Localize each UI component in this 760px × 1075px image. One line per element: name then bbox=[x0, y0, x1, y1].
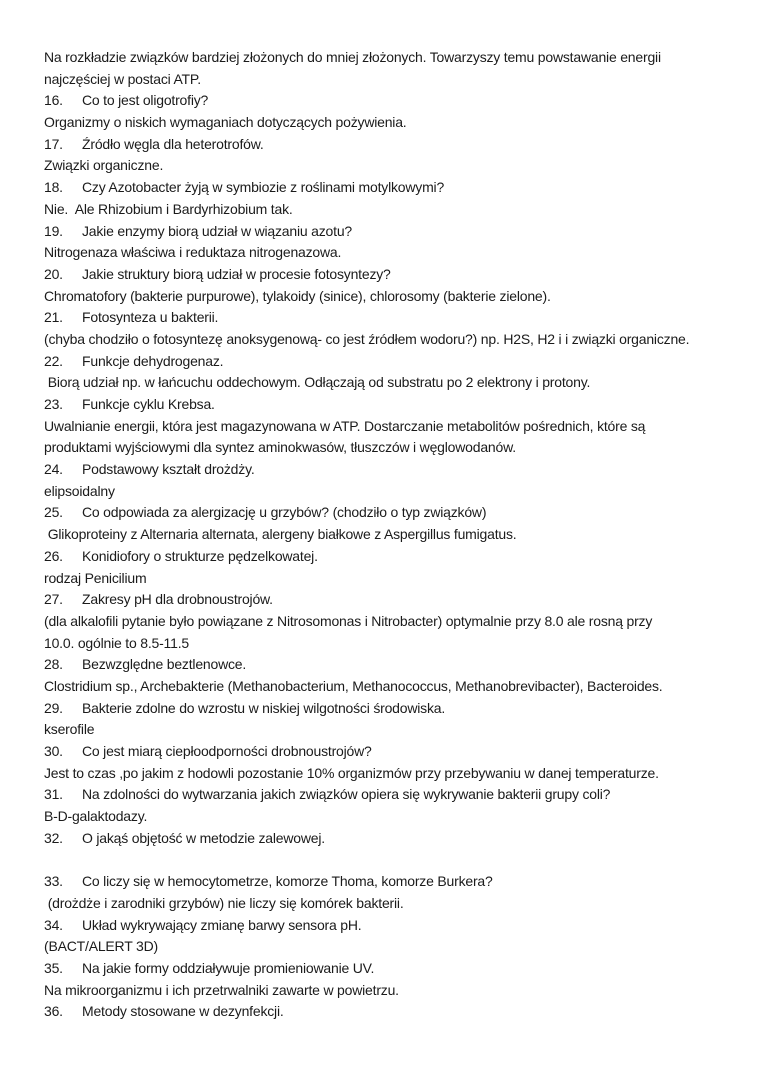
question-text: O jakąś objętość w metodzie zalewowej. bbox=[82, 829, 325, 846]
question-line bbox=[44, 394, 724, 416]
question-text: Źródło węgla dla heterotrofów. bbox=[82, 135, 264, 152]
question-number: 25. bbox=[44, 504, 63, 521]
answer-line: elipsoidalny bbox=[44, 482, 115, 499]
question-text: Metody stosowane w dezynfekcji. bbox=[82, 1003, 284, 1020]
question-text: Jakie struktury biorą udział w procesie fotosyntezy? bbox=[82, 265, 391, 282]
question-number: 26. bbox=[44, 547, 63, 564]
answer-line: Biorą udział np. w łańcuchu oddechowym. Odłączają od substratu po 2 elektrony i protony. bbox=[44, 374, 591, 391]
question-number: 34. bbox=[44, 916, 63, 933]
answer-line: Glikoproteiny z Alternaria alternata, alergeny białkowe z Aspergillus fumigatus. bbox=[44, 526, 517, 543]
question-number: 16. bbox=[44, 92, 63, 109]
document-body bbox=[44, 47, 724, 1023]
question-line bbox=[44, 502, 724, 524]
question-text: Bezwzględne beztlenowce. bbox=[82, 656, 247, 673]
answer-line: kserofile bbox=[44, 721, 95, 738]
question-line bbox=[44, 915, 724, 937]
question-line bbox=[44, 264, 724, 286]
question-number: 19. bbox=[44, 222, 63, 239]
question-text: Funkcje cyklu Krebsa. bbox=[82, 396, 215, 412]
question-text: Zakresy pH dla drobnoustrojów. bbox=[82, 591, 273, 608]
question-number: 32. bbox=[44, 829, 63, 846]
question-line bbox=[44, 90, 724, 112]
question-number: 21. bbox=[44, 309, 63, 326]
question-text: Podstawowy kształt drożdży. bbox=[82, 461, 255, 478]
question-text: Na jakie formy oddziaływuje promieniowanie UV. bbox=[82, 959, 375, 976]
blank-line bbox=[44, 849, 724, 871]
answer-line: Uwalnianie energii, która jest magazynowana w ATP. Dostarczanie metabolitów pośrednich, które są bbox=[44, 417, 646, 434]
answer-line: Chromatofory (bakterie purpurowe), tylakoidy (sinice), chlorosomy (bakterie zielone). bbox=[44, 287, 551, 304]
question-number: 24. bbox=[44, 461, 63, 478]
answer-line: (dla alkalofili pytanie było powiązane z Nitrosomonas i Nitrobacter) optymalnie przy 8.0 ale rosną przy bbox=[44, 612, 653, 629]
question-line bbox=[44, 784, 724, 806]
answer-line: B-D-galaktodazy. bbox=[44, 808, 148, 825]
answer-line: produktami wyjściowymi dla syntez aminokwasów, tłuszczów i węglowodanów. bbox=[44, 439, 516, 456]
question-number: 28. bbox=[44, 656, 63, 673]
question-line bbox=[44, 546, 724, 568]
answer-line: Na mikroorganizmu i ich przetrwalniki zawarte w powietrzu. bbox=[44, 981, 399, 998]
question-number: 35. bbox=[44, 959, 63, 976]
question-line bbox=[44, 698, 724, 720]
question-line bbox=[44, 741, 724, 763]
question-text: Na zdolności do wytwarzania jakich związków opiera się wykrywanie bakterii grupy coli? bbox=[82, 786, 611, 803]
question-text: Układ wykrywający zmianę barwy sensora pH. bbox=[82, 916, 362, 933]
question-line bbox=[44, 351, 724, 373]
question-line bbox=[44, 958, 724, 980]
question-text: Co liczy się w hemocytometrze, komorze Thoma, komorze Burkera? bbox=[82, 873, 493, 890]
answer-line: (chyba chodziło o fotosyntezę anoksygenową- co jest źródłem wodoru?) np. H2S, H2 i i związki organiczne. bbox=[44, 330, 690, 347]
answer-line: (drożdże i zarodniki grzybów) nie liczy się komórek bakterii. bbox=[44, 894, 404, 911]
answer-line: Jest to czas ,po jakim z hodowli pozostanie 10% organizmów przy przebywaniu w danej temperaturze. bbox=[44, 764, 659, 781]
answer-line: Na rozkładzie związków bardziej złożonych do mniej złożonych. Towarzyszy temu powstawanie energii bbox=[44, 49, 661, 65]
question-line bbox=[44, 221, 724, 243]
question-line bbox=[44, 459, 724, 481]
question-number: 30. bbox=[44, 743, 63, 759]
question-number: 36. bbox=[44, 1003, 63, 1020]
answer-line: rodzaj Penicilium bbox=[44, 569, 147, 586]
question-line bbox=[44, 828, 724, 850]
question-number: 17. bbox=[44, 135, 63, 152]
question-line bbox=[44, 871, 724, 893]
question-number: 22. bbox=[44, 352, 63, 369]
question-line bbox=[44, 134, 724, 156]
question-text: Fotosynteza u bakterii. bbox=[82, 309, 219, 326]
answer-line: Nie. Ale Rhizobium i Bardyrhizobium tak. bbox=[44, 200, 293, 217]
answer-line: Związki organiczne. bbox=[44, 157, 164, 174]
question-number: 33. bbox=[44, 873, 63, 890]
question-text: Co jest miarą ciepłoodporności drobnoustrojów? bbox=[82, 743, 372, 759]
question-line bbox=[44, 307, 724, 329]
question-text: Bakterie zdolne do wzrostu w niskiej wilgotności środowiska. bbox=[82, 699, 446, 716]
question-line bbox=[44, 1001, 724, 1023]
answer-line: Organizmy o niskich wymaganiach dotyczących pożywienia. bbox=[44, 114, 407, 131]
question-line bbox=[44, 177, 724, 199]
question-number: 31. bbox=[44, 786, 63, 803]
answer-line: 10.0. ogólnie to 8.5-11.5 bbox=[44, 634, 189, 651]
question-text: Co odpowiada za alergizację u grzybów? (chodziło o typ związków) bbox=[82, 504, 487, 521]
question-text: Jakie enzymy biorą udział w wiązaniu azotu? bbox=[82, 222, 352, 239]
question-number: 23. bbox=[44, 396, 63, 412]
answer-line: Clostridium sp., Archebakterie (Methanobacterium, Methanococcus, Methanobrevibacter), Bacteroides. bbox=[44, 677, 663, 694]
question-number: 18. bbox=[44, 179, 63, 196]
question-line bbox=[44, 589, 724, 611]
answer-line: najczęściej w postaci ATP. bbox=[44, 70, 201, 87]
question-number: 29. bbox=[44, 699, 63, 716]
question-number: 20. bbox=[44, 265, 63, 282]
question-number: 27. bbox=[44, 591, 63, 608]
answer-line: Nitrogenaza właściwa i reduktaza nitrogenazowa. bbox=[44, 244, 342, 261]
question-line bbox=[44, 654, 724, 676]
question-text: Funkcje dehydrogenaz. bbox=[82, 352, 224, 369]
question-text: Konidiofory o strukturze pędzelkowatej. bbox=[82, 547, 318, 564]
answer-line: (BACT/ALERT 3D) bbox=[44, 938, 158, 955]
question-text: Co to jest oligotrofiy? bbox=[82, 92, 209, 109]
question-text: Czy Azotobacter żyją w symbiozie z roślinami motylkowymi? bbox=[82, 179, 445, 196]
